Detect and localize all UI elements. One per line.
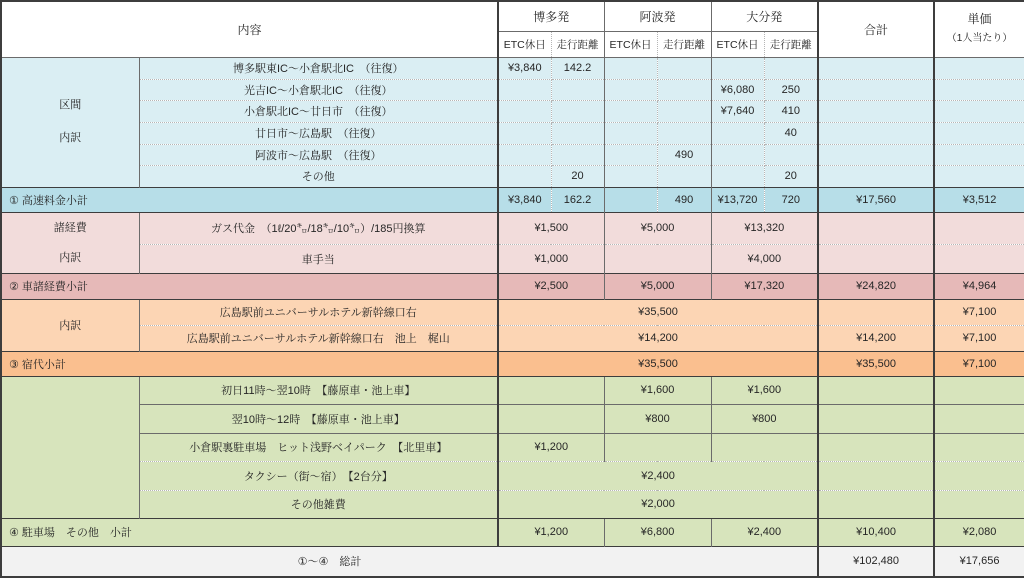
header-awa-etc: ETC休日 <box>604 31 657 57</box>
cell-description: 阿波市～広島駅 （往復） <box>139 144 498 165</box>
cell-description: 翌10時～12時 【藤原車・池上車】 <box>139 404 498 433</box>
header-awa: 阿波発 <box>604 1 711 31</box>
cell-total <box>818 490 934 518</box>
highway-row <box>1 57 1024 79</box>
header-oita-km: 走行距離 <box>764 31 818 57</box>
cell-description: 小倉駅北IC～廿日市 （往復） <box>139 100 498 122</box>
cell-unit <box>934 122 1024 144</box>
cell-hakata <box>498 376 604 404</box>
cell-unit <box>934 144 1024 165</box>
cell-unit: ¥3,512 <box>934 187 1024 212</box>
cell-oita-km: 410 <box>764 100 818 122</box>
lodging-subtotal-row <box>1 351 1024 376</box>
cell-awa-etc <box>604 100 657 122</box>
cell-hakata-etc <box>498 100 551 122</box>
cell-awa-km <box>657 122 711 144</box>
parking-row <box>1 404 1024 433</box>
cell-total: ¥24,820 <box>818 273 934 299</box>
cell-description: その他雑費 <box>139 490 498 518</box>
parking-row <box>1 376 1024 404</box>
cell-oita-etc: ¥13,720 <box>711 187 764 212</box>
cell-unit: ¥7,100 <box>934 351 1024 376</box>
cell-merged-amount: ¥35,500 <box>498 351 818 376</box>
cell-oita: ¥17,320 <box>711 273 818 299</box>
cell-oita: ¥1,600 <box>711 376 818 404</box>
cell-oita-km <box>764 144 818 165</box>
cell-description: 光吉IC～小倉駅北IC （往復） <box>139 79 498 100</box>
header-unit-price <box>934 1 1024 57</box>
cell-unit <box>934 461 1024 490</box>
cell-awa-km <box>657 165 711 187</box>
cell-oita-km: 40 <box>764 122 818 144</box>
cell-hakata-km: 142.2 <box>551 57 604 79</box>
header-content: 内容 <box>1 1 498 57</box>
cell-total <box>818 376 934 404</box>
cell-unit <box>934 376 1024 404</box>
cell-description: 博多駅東IC～小倉駅北IC （往復） <box>139 57 498 79</box>
cell-total: ¥14,200 <box>818 325 934 351</box>
cell-description: その他 <box>139 165 498 187</box>
cell-awa: ¥5,000 <box>604 212 711 244</box>
cell-awa-km: 490 <box>657 144 711 165</box>
parking-category <box>1 376 139 518</box>
lodging-category: 内訳 <box>1 299 139 351</box>
cell-hakata-km <box>551 79 604 100</box>
cell-merged-amount: ¥14,200 <box>498 325 818 351</box>
cell-awa <box>604 433 711 461</box>
cell-total: ¥35,500 <box>818 351 934 376</box>
cell-unit: ¥17,656 <box>934 546 1024 577</box>
grand-total-label: ①～④ 総計 <box>1 546 818 577</box>
cell-hakata-etc <box>498 165 551 187</box>
cell-hakata: ¥1,500 <box>498 212 604 244</box>
cell-oita: ¥800 <box>711 404 818 433</box>
cell-awa-etc <box>604 187 657 212</box>
cell-awa: ¥6,800 <box>604 518 711 546</box>
cell-unit <box>934 165 1024 187</box>
header-unit-line1: 単価 <box>967 12 992 27</box>
cell-unit <box>934 57 1024 79</box>
subtotal-label: ② 車諸経費小計 <box>1 273 498 299</box>
header-total: 合計 <box>818 1 934 57</box>
cell-total <box>818 299 934 325</box>
parking-row <box>1 461 1024 490</box>
vehicle-row <box>1 212 1024 244</box>
cell-awa <box>604 244 711 273</box>
header-unit-line2: （1人当たり） <box>946 33 1013 45</box>
highway-row <box>1 144 1024 165</box>
cell-unit: ¥7,100 <box>934 299 1024 325</box>
highway-category <box>1 57 139 187</box>
cell-hakata-km <box>551 122 604 144</box>
highway-row <box>1 100 1024 122</box>
cell-awa-etc <box>604 122 657 144</box>
cell-oita-etc: ¥6,080 <box>711 79 764 100</box>
cell-awa-etc <box>604 79 657 100</box>
header-row-groups <box>1 1 1024 31</box>
cell-total <box>818 433 934 461</box>
grand-total-row <box>1 546 1024 577</box>
parking-subtotal-row <box>1 518 1024 546</box>
cell-merged-amount: ¥2,400 <box>498 461 818 490</box>
cell-total <box>818 404 934 433</box>
cell-oita: ¥13,320 <box>711 212 818 244</box>
highway-category-line2: 内訳 <box>59 132 82 144</box>
highway-row <box>1 165 1024 187</box>
highway-subtotal-row <box>1 187 1024 212</box>
cell-description: 小倉駅裏駐車場 ヒット浅野ベイパーク 【北里車】 <box>139 433 498 461</box>
highway-row <box>1 79 1024 100</box>
header-hakata-km: 走行距離 <box>551 31 604 57</box>
cell-oita-etc <box>711 165 764 187</box>
cell-hakata-km <box>551 100 604 122</box>
cell-hakata-km <box>551 144 604 165</box>
cell-awa-etc <box>604 57 657 79</box>
cell-total <box>818 122 934 144</box>
cell-total <box>818 244 934 273</box>
cell-unit <box>934 433 1024 461</box>
cell-awa-etc <box>604 165 657 187</box>
cell-hakata: ¥1,200 <box>498 518 604 546</box>
cell-unit: ¥7,100 <box>934 325 1024 351</box>
cell-awa-etc <box>604 144 657 165</box>
cell-total <box>818 57 934 79</box>
cell-oita-etc <box>711 122 764 144</box>
cell-unit <box>934 490 1024 518</box>
cell-description: 広島駅前ユニバーサルホテル新幹線口右 <box>139 299 498 325</box>
subtotal-label: ④ 駐車場 その他 小計 <box>1 518 498 546</box>
cell-description: 初日11時～翌10時 【藤原車・池上車】 <box>139 376 498 404</box>
cell-total <box>818 461 934 490</box>
cell-merged-amount: ¥2,000 <box>498 490 818 518</box>
cell-total: ¥17,560 <box>818 187 934 212</box>
cell-hakata-etc <box>498 79 551 100</box>
lodging-row <box>1 325 1024 351</box>
header-oita: 大分発 <box>711 1 818 31</box>
cell-hakata: ¥1,200 <box>498 433 604 461</box>
cell-hakata-km: 20 <box>551 165 604 187</box>
cell-awa: ¥5,000 <box>604 273 711 299</box>
cell-awa: ¥800 <box>604 404 711 433</box>
cell-oita-etc <box>711 144 764 165</box>
cell-unit <box>934 244 1024 273</box>
cell-total <box>818 144 934 165</box>
cell-hakata-etc <box>498 144 551 165</box>
cell-oita-km: 250 <box>764 79 818 100</box>
vehicle-category-line1: 諸経費 <box>53 221 87 234</box>
subtotal-label: ① 高速料金小計 <box>1 187 498 212</box>
subtotal-label: ③ 宿代小計 <box>1 351 498 376</box>
vehicle-category-line2: 内訳 <box>59 251 82 264</box>
header-hakata-etc: ETC休日 <box>498 31 551 57</box>
cell-hakata-etc: ¥3,840 <box>498 187 551 212</box>
cell-unit <box>934 404 1024 433</box>
cell-hakata: ¥2,500 <box>498 273 604 299</box>
cell-oita: ¥2,400 <box>711 518 818 546</box>
header-awa-km: 走行距離 <box>657 31 711 57</box>
cell-oita-km <box>764 57 818 79</box>
cell-total: ¥10,400 <box>818 518 934 546</box>
cell-awa: ¥1,600 <box>604 376 711 404</box>
cell-total <box>818 79 934 100</box>
cell-total: ¥102,480 <box>818 546 934 577</box>
cell-description: ガス代金 （1ℓ/20㌔/18㌔/10㌔）/185円換算 <box>139 212 498 244</box>
cell-oita-km: 20 <box>764 165 818 187</box>
cell-total <box>818 212 934 244</box>
cell-oita <box>711 433 818 461</box>
cell-description: 広島駅前ユニバーサルホテル新幹線口右 池上 梶山 <box>139 325 498 351</box>
cell-total <box>818 100 934 122</box>
cell-description: 廿日市～広島駅 （往復） <box>139 122 498 144</box>
cell-awa-km <box>657 100 711 122</box>
cell-hakata-etc: ¥3,840 <box>498 57 551 79</box>
cell-unit: ¥4,964 <box>934 273 1024 299</box>
cell-merged-amount: ¥35,500 <box>498 299 818 325</box>
cell-oita-etc: ¥7,640 <box>711 100 764 122</box>
cell-unit <box>934 79 1024 100</box>
vehicle-category <box>1 212 139 273</box>
parking-row <box>1 433 1024 461</box>
cell-awa-km <box>657 79 711 100</box>
cell-hakata-etc <box>498 122 551 144</box>
cell-hakata: ¥1,000 <box>498 244 604 273</box>
lodging-row <box>1 299 1024 325</box>
cell-oita: ¥4,000 <box>711 244 818 273</box>
parking-row <box>1 490 1024 518</box>
cell-hakata-km: 162.2 <box>551 187 604 212</box>
header-hakata: 博多発 <box>498 1 604 31</box>
vehicle-row <box>1 244 1024 273</box>
cell-awa-km <box>657 57 711 79</box>
cell-description: 車手当 <box>139 244 498 273</box>
cell-hakata <box>498 404 604 433</box>
highway-category-line1: 区間 <box>59 99 82 111</box>
cell-unit <box>934 100 1024 122</box>
header-oita-etc: ETC休日 <box>711 31 764 57</box>
cell-oita-km: 720 <box>764 187 818 212</box>
cell-description: タクシー（街～宿） 【2台分】 <box>139 461 498 490</box>
cell-oita-etc <box>711 57 764 79</box>
cell-total <box>818 165 934 187</box>
cell-awa-km: 490 <box>657 187 711 212</box>
highway-row <box>1 122 1024 144</box>
vehicle-subtotal-row <box>1 273 1024 299</box>
cell-unit <box>934 212 1024 244</box>
cell-unit: ¥2,080 <box>934 518 1024 546</box>
